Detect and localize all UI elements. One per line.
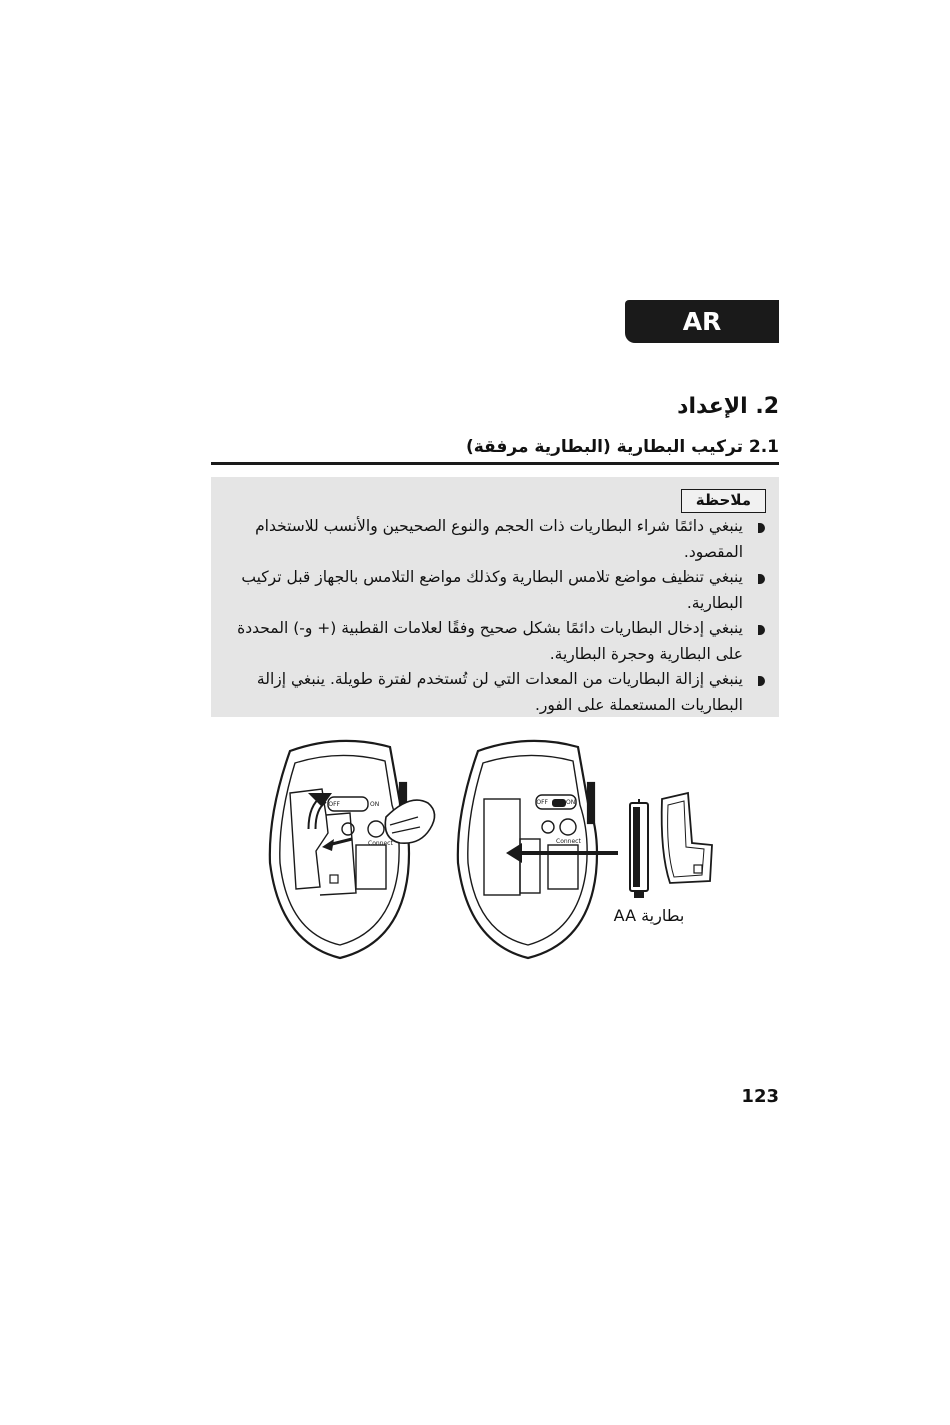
mouse-right-open-compartment	[458, 741, 597, 958]
bullet-icon	[758, 676, 765, 686]
aa-battery-icon	[630, 799, 648, 897]
note-item-text: ينبغي إزالة البطاريات من المعدات التي لن تُستخدم لفترة طويلة. ينبغي إزالة البطاريات المستعملة على الفور.	[256, 670, 743, 714]
note-item-text: ينبغي تنظيف مواضع تلامس البطارية وكذلك مواضع التلامس بالجهاز قبل تركيب البطارية.	[241, 568, 743, 612]
connect-label: Connect	[556, 838, 581, 845]
battery-cover-icon	[662, 793, 712, 883]
switch-on-label: ON	[370, 801, 380, 808]
bullet-icon	[758, 574, 765, 584]
insert-arrow-icon	[506, 843, 618, 863]
note-item	[227, 667, 767, 718]
language-tab: AR	[625, 300, 779, 343]
bullet-icon	[758, 523, 765, 533]
section-divider	[211, 462, 779, 465]
note-item-text: ينبغي إدخال البطاريات دائمًا بشكل صحيح وفقًا لعلامات القطبية (+ و-) المحددة على البطارية وحجرة البطارية.	[237, 619, 743, 663]
note-item	[227, 616, 767, 667]
note-list	[227, 514, 767, 718]
note-label: ملاحظة	[681, 489, 766, 513]
note-item	[227, 514, 767, 565]
subsection-title: 2.1 تركيب البطارية (البطارية مرفقة)	[465, 437, 779, 457]
switch-on-label: ON	[566, 799, 576, 806]
switch-off-label: OFF	[536, 799, 548, 806]
battery-installation-illustration	[250, 733, 750, 973]
section-title: 2. الإعداد	[677, 394, 779, 419]
page-number: 123	[741, 1086, 779, 1107]
battery-caption: بطارية AA	[613, 906, 685, 925]
note-box	[211, 477, 779, 717]
note-item-text: ينبغي دائمًا شراء البطاريات ذات الحجم والنوع الصحيحين والأنسب للاستخدام المقصود.	[255, 517, 743, 561]
connect-label: Connect	[368, 840, 393, 847]
mouse-left-open-cover	[270, 741, 435, 958]
switch-off-label: OFF	[328, 801, 340, 808]
bullet-icon	[758, 625, 765, 635]
note-item	[227, 565, 767, 616]
